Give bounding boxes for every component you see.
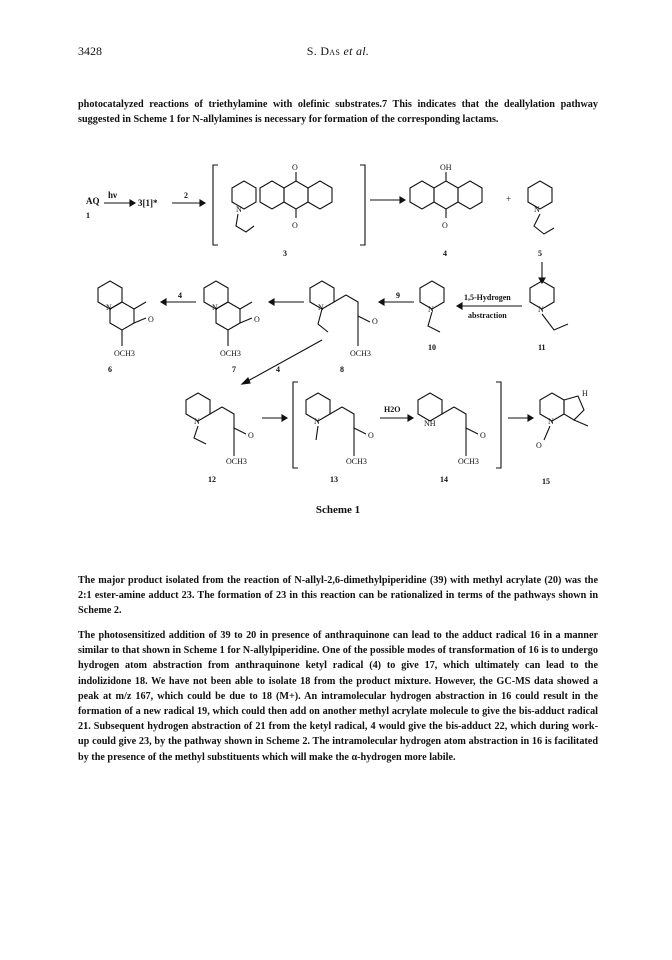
water-label: H2O xyxy=(384,405,401,414)
arrow-hv-head xyxy=(130,200,135,206)
o-label-4: O xyxy=(442,221,448,230)
o-bottom-3: O xyxy=(292,221,298,230)
bracket-right-14 xyxy=(496,382,501,468)
o-top-3: O xyxy=(292,163,298,172)
paragraph-intro: photocatalyzed reactions of triethylamine with olefinic substrates.7 This indicates that the deallylation pathway suggested in Scheme 1 for N-allylamines is necessary for formation of the corresponding lactams. xyxy=(78,99,598,126)
compound-number-5: 5 xyxy=(538,249,542,258)
bond-co-15 xyxy=(544,426,550,440)
o-label-13: O xyxy=(368,431,374,440)
paragraph-major-product: The major product isolated from the reaction of N-allyl-2,6-dimethylpiperidine (39) with methyl acrylate (20) was the 2:1 ester-amine adduct 23. The formation of 23 in this reaction can be rationalized in terms of the pathways shown in Scheme 2. xyxy=(78,575,598,617)
arrow-14-to-15-head xyxy=(528,415,533,421)
compound-number-3: 3 xyxy=(283,249,287,258)
allyl-chain-5 xyxy=(534,214,554,234)
step4a-label: 4 xyxy=(178,291,182,300)
methyl-6 xyxy=(134,302,146,309)
arrow-8-to-12-head xyxy=(242,378,250,384)
chain-8 xyxy=(334,295,370,322)
h-shift-line2: abstraction xyxy=(468,311,507,320)
allyl-12 xyxy=(194,426,206,444)
allyl-10 xyxy=(428,312,440,332)
chain-13 xyxy=(330,407,366,434)
chain-12 xyxy=(210,407,246,434)
bracket-right-3 xyxy=(360,165,365,245)
methyl-15 xyxy=(574,420,588,426)
step2-label: 2 xyxy=(184,191,188,200)
running-head xyxy=(78,44,598,59)
arrow-11-to-10-head xyxy=(457,303,462,309)
o-label-6: O xyxy=(148,315,154,324)
step9-label: 9 xyxy=(396,291,400,300)
o-label-15: O xyxy=(536,441,542,450)
hv-label: hν xyxy=(108,190,118,200)
och3-label-6: OCH3 xyxy=(114,349,135,358)
compound-number-6: 6 xyxy=(108,365,112,374)
ring-ketyl-right-4 xyxy=(458,181,482,209)
n-label-12: N xyxy=(194,417,200,426)
ring-aq-left-3 xyxy=(260,181,284,209)
compound-number-11: 11 xyxy=(538,343,546,352)
n-label-15: N xyxy=(548,417,554,426)
oh-label-4: OH xyxy=(440,163,452,172)
ring-piperidine-5 xyxy=(528,181,552,209)
n-label-11: N xyxy=(538,305,544,314)
n-label-7: N xyxy=(212,303,218,312)
arrow-13-to-14-head xyxy=(408,415,413,421)
compound-number-4: 4 xyxy=(443,249,447,258)
ring-piperidine-14 xyxy=(418,393,442,421)
compound-number-13: 13 xyxy=(330,475,338,484)
allyl-chain-3 xyxy=(236,214,254,232)
running-head-suffix: et al. xyxy=(343,44,370,58)
paragraph-mechanism: The photosensitized addition of 39 to 20 in presence of anthraquinone can lead to the adduct radical 16 in a manner similar to that shown in Scheme 1 for N-allylpiperidine. One of the possible modes of transformation of 16 is to undergo hydrogen atom abstraction from anthraquinone ketyl radical (4) to give 17, which ultimately can lead to the indolizidone 18. We have not been able to isolate 18 from the product mixture. However, the GC-MS data showed a peak at m/z 167, which could be due to 18 (M+). An intramolecular hydrogen abstraction in 16 could result in the formation of a new radical 19, which could then add on another methyl acrylate molecule to give the bis-adduct radical 21. Subsequent hydrogen abstraction of 21 from the ketyl radical, 4 would give the bis-adduct 22, which during work-up could give 23, by the pathway shown in Scheme 2. The intramolecular hydrogen atom abstraction in 16 is facilitated by the presence of the methyl substituents which will make the α-hydrogen more labile. xyxy=(78,630,598,763)
allyl-13 xyxy=(316,426,318,440)
scheme-caption: Scheme 1 xyxy=(315,504,361,516)
compound-number-8: 8 xyxy=(340,365,344,374)
och3-label-14: OCH3 xyxy=(458,457,479,466)
och3-label-7: OCH3 xyxy=(220,349,241,358)
ring-ketyl-left-4 xyxy=(410,181,434,209)
page-number: 3428 xyxy=(78,44,102,58)
compound-number-15: 15 xyxy=(542,477,550,486)
arrow-3-to-4-head xyxy=(400,197,405,203)
running-head-author: S. Das xyxy=(306,44,341,58)
n-label-13: N xyxy=(314,417,320,426)
scheme-1-diagram xyxy=(78,150,598,500)
bond-co-6 xyxy=(134,318,146,323)
ring-ketyl-mid-4 xyxy=(434,181,458,209)
arrow-7-to-6-head xyxy=(161,299,166,305)
o-label-12: O xyxy=(248,431,254,440)
compound-number-14: 14 xyxy=(440,475,448,484)
o-label-8: O xyxy=(372,317,378,326)
bracket-left-13 xyxy=(293,382,298,468)
ring-b-6 xyxy=(110,302,134,330)
n-label-5: N xyxy=(534,205,540,214)
methyl-7 xyxy=(240,302,252,309)
ring-b-7 xyxy=(216,302,240,330)
nh-label-14: NH xyxy=(424,419,436,428)
n-label-3: N xyxy=(236,205,242,214)
arrow-step2-head xyxy=(200,200,205,206)
ring-aq-right-3 xyxy=(308,181,332,209)
ring-b-15 xyxy=(564,396,584,420)
compound-number-7: 7 xyxy=(232,365,236,374)
h-shift-line1: 1,5-Hydrogen xyxy=(464,293,511,302)
h-label-15: H xyxy=(582,389,588,398)
n-label-8: N xyxy=(318,303,324,312)
arrow-8-to-7-head xyxy=(269,299,274,305)
aq-label: AQ xyxy=(86,196,100,206)
och3-label-13: OCH3 xyxy=(346,457,367,466)
compound-number-10: 10 xyxy=(428,343,436,352)
och3-label-8: OCH3 xyxy=(350,349,371,358)
ring-aq-mid-3 xyxy=(284,181,308,209)
arrow-8-to-12 xyxy=(246,340,322,382)
o-label-14: O xyxy=(480,431,486,440)
compound-number-12: 12 xyxy=(208,475,216,484)
arrow-10-to-8-head xyxy=(379,299,384,305)
allyl-11 xyxy=(542,314,568,330)
arrow-12-to-13-head xyxy=(282,415,287,421)
excited-state-label: 3[1]* xyxy=(138,198,158,208)
allyl-8 xyxy=(318,309,328,332)
page-header xyxy=(78,44,598,60)
n-label-6: N xyxy=(106,303,112,312)
chain-14 xyxy=(442,407,478,434)
o-label-7: O xyxy=(254,315,260,324)
plus-sign: + xyxy=(506,194,512,204)
n-label-10: N xyxy=(428,305,434,314)
bracket-left-3 xyxy=(213,165,218,245)
bond-co-7 xyxy=(240,318,252,323)
compound-number-1: 1 xyxy=(86,211,90,220)
step4b-label: 4 xyxy=(276,365,280,374)
och3-label-12: OCH3 xyxy=(226,457,247,466)
